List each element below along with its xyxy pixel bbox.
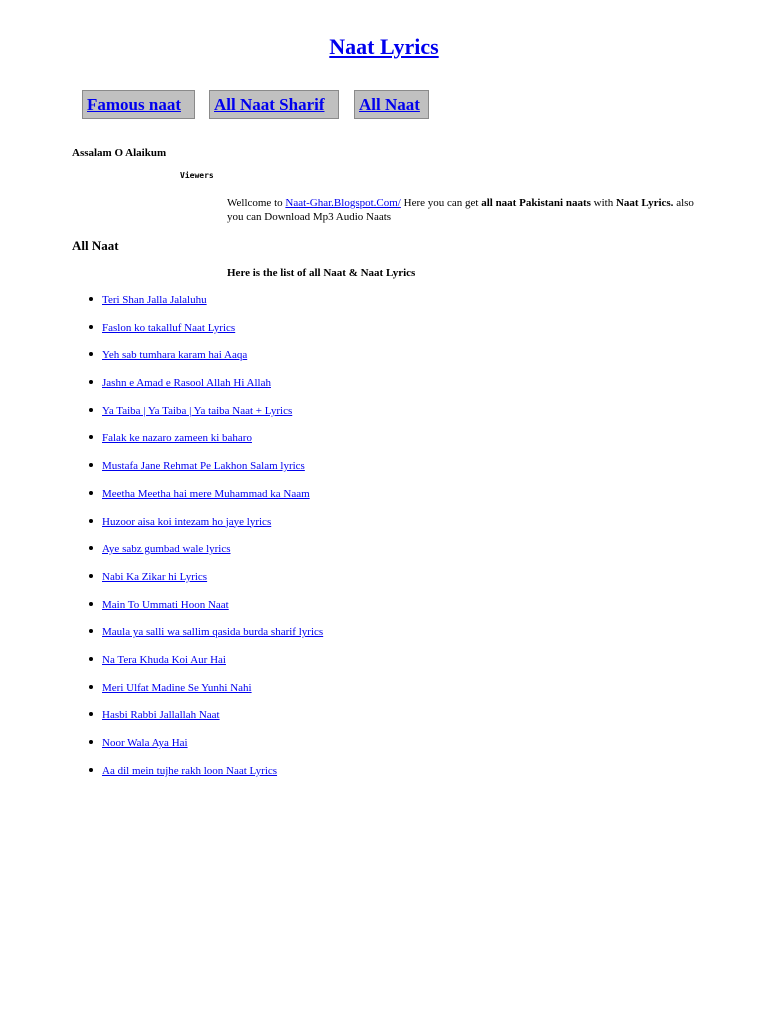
bullet-icon bbox=[89, 408, 93, 412]
naat-link[interactable]: Noor Wala Aya Hai bbox=[102, 737, 188, 749]
naat-link[interactable]: Main To Ummati Hoon Naat bbox=[102, 598, 229, 611]
welcome-mid: Here you can get bbox=[403, 197, 479, 209]
list-item bbox=[88, 487, 323, 515]
bullet-icon bbox=[89, 297, 93, 301]
list-item bbox=[88, 764, 323, 792]
welcome-mid-2: with bbox=[593, 197, 614, 209]
welcome-pre: Wellcome to bbox=[227, 197, 283, 209]
viewers-label: Viewers bbox=[180, 171, 214, 180]
welcome-post: also you can Download Mp3 Audio Naats bbox=[227, 197, 694, 223]
list-item bbox=[88, 570, 323, 598]
nav-all-naat-sharif-button[interactable]: All Naat Sharif bbox=[209, 90, 339, 119]
naat-link[interactable]: Mustafa Jane Rehmat Pe Lakhon Salam lyrics bbox=[102, 460, 305, 473]
page-title-link[interactable]: Naat Lyrics bbox=[329, 34, 439, 59]
nav-all-naat-button[interactable]: All Naat bbox=[354, 90, 429, 119]
list-item bbox=[88, 321, 323, 349]
list-item bbox=[88, 348, 323, 376]
naat-link[interactable]: Huzoor aisa koi intezam ho jaye lyrics bbox=[102, 515, 272, 528]
naat-link[interactable]: Falak ke nazaro zameen ki baharo bbox=[102, 432, 252, 445]
bullet-icon bbox=[89, 602, 93, 606]
naat-link[interactable]: Teri Shan Jalla Jalaluhu bbox=[102, 294, 207, 306]
bullet-icon bbox=[89, 685, 93, 689]
naat-link[interactable]: Aye sabz gumbad wale lyrics bbox=[102, 543, 231, 556]
bullet-icon bbox=[89, 380, 93, 384]
naat-link[interactable]: Hasbi Rabbi Jallallah Naat bbox=[102, 709, 220, 722]
bullet-icon bbox=[89, 435, 93, 439]
list-item bbox=[88, 404, 323, 432]
blog-link[interactable]: Naat-Ghar.Blogspot.Com/ bbox=[285, 197, 401, 209]
list-item bbox=[88, 708, 323, 736]
welcome-bold-2: Naat Lyrics. bbox=[615, 197, 674, 209]
list-item bbox=[88, 376, 323, 404]
bullet-icon bbox=[89, 629, 93, 633]
section-heading: All Naat bbox=[72, 238, 119, 253]
bullet-icon bbox=[89, 463, 93, 467]
list-item bbox=[88, 653, 323, 681]
greeting-text: Assalam O Alaikum bbox=[72, 147, 167, 159]
bullet-icon bbox=[89, 740, 93, 744]
naat-link[interactable]: Meri Ulfat Madine Se Yunhi Nahi bbox=[102, 681, 252, 694]
bullet-icon bbox=[89, 657, 93, 661]
welcome-paragraph bbox=[227, 196, 697, 224]
naat-list bbox=[88, 293, 323, 791]
bullet-icon bbox=[89, 546, 93, 550]
list-item bbox=[88, 598, 323, 626]
list-item bbox=[88, 736, 323, 764]
bullet-icon bbox=[89, 768, 93, 772]
nav-famous-naat-button[interactable]: Famous naat bbox=[82, 90, 195, 119]
naat-link[interactable]: Jashn e Amad e Rasool Allah Hi Allah bbox=[102, 377, 271, 390]
naat-link[interactable]: Na Tera Khuda Koi Aur Hai bbox=[102, 653, 226, 666]
naat-link[interactable]: Nabi Ka Zikar hi Lyrics bbox=[102, 570, 208, 583]
bullet-icon bbox=[89, 491, 93, 495]
bullet-icon bbox=[89, 325, 93, 329]
naat-link[interactable]: Meetha Meetha hai mere Muhammad ka Naam bbox=[102, 487, 310, 500]
welcome-bold-1: all naat Pakistani naats bbox=[481, 197, 591, 209]
list-item bbox=[88, 681, 323, 709]
list-item bbox=[88, 515, 323, 543]
bullet-icon bbox=[89, 574, 93, 578]
naat-link[interactable]: Ya Taiba | Ya Taiba | Ya taiba Naat + Lyrics bbox=[102, 404, 293, 417]
naat-link[interactable]: Maula ya salli wa sallim qasida burda sharif lyrics bbox=[102, 626, 324, 639]
list-intro: Here is the list of all Naat & Naat Lyrics bbox=[227, 267, 416, 279]
naat-link[interactable]: Yeh sab tumhara karam hai Aaqa bbox=[102, 349, 248, 362]
list-item bbox=[88, 542, 323, 570]
naat-link[interactable]: Faslon ko takalluf Naat Lyrics bbox=[102, 321, 236, 334]
bullet-icon bbox=[89, 712, 93, 716]
list-item bbox=[88, 625, 323, 653]
list-item bbox=[88, 459, 323, 487]
naat-link[interactable]: Aa dil mein tujhe rakh loon Naat Lyrics bbox=[102, 764, 278, 777]
bullet-icon bbox=[89, 519, 93, 523]
list-item bbox=[88, 293, 323, 321]
bullet-icon bbox=[89, 352, 93, 356]
list-item bbox=[88, 431, 323, 459]
